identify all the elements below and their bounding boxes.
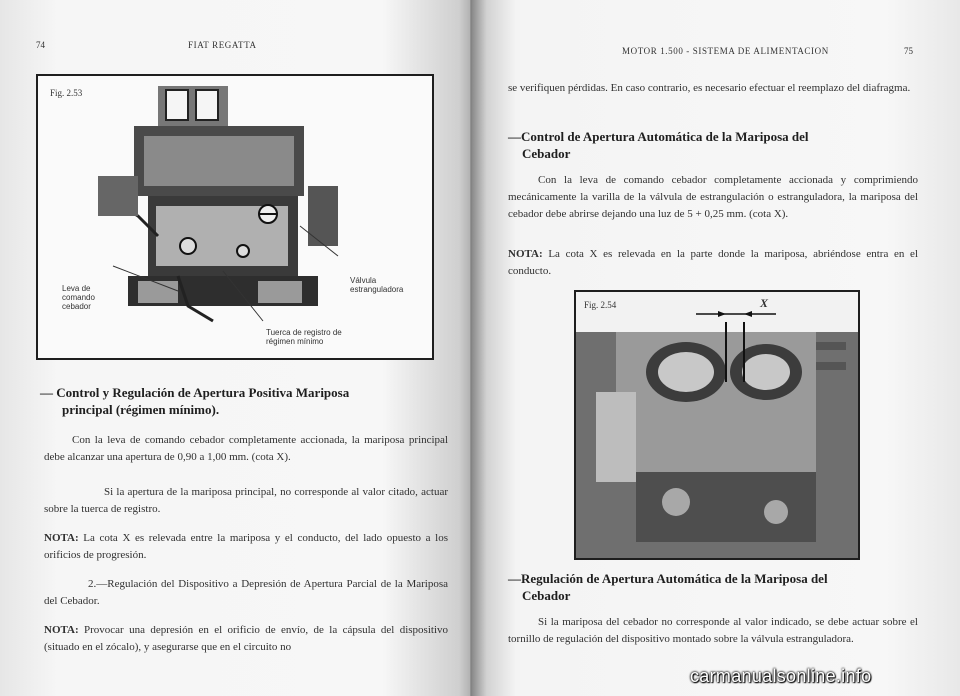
paragraph: Con la leva de comando cebador completamente accionada, la mariposa principal debe alcanzar una apertura de 0,90 a 1,00 mm. (cota X).	[44, 434, 448, 463]
left-page	[0, 0, 478, 696]
nota: NOTA: Provocar una depresión en el orificio de envío, de la cápsula del dispositivo (situado en el zócalo), y asegurarse que en el circuito no	[44, 624, 449, 653]
carburetor-photo	[576, 292, 858, 558]
paragraph: se verifiquen pérdidas. En caso contrario, es necesario efectuar el reemplazo del diafragma.	[508, 82, 911, 94]
figure-2-54	[574, 290, 860, 560]
paragraph: Si la apertura de la mariposa principal, no corresponde al valor citado, actuar sobre la tuerca de registro.	[44, 486, 448, 515]
figure-2-53	[36, 74, 434, 360]
section-heading: — Control y Regulación de Apertura Positiva Mariposa principal (régimen mínimo).	[40, 385, 350, 417]
page-number-right: 75	[904, 46, 913, 56]
carburetor-illustration	[38, 76, 432, 358]
paragraph: Con la leva de comando cebador completamente accionada y comprimiendo mecánicamente la varilla de la válvula de estrangulación o estranguladora, la mariposa del cebador debe abrirse dejando una luz de 5 + 0,25 mm. (cota X).	[508, 174, 918, 220]
section-heading: —Control de Apertura Automática de la Mariposa del Cebador	[508, 129, 809, 161]
page-number-left: 74	[36, 40, 45, 50]
callout-lever: Leva de comando cebador	[62, 284, 95, 311]
figure-label: Fig. 2.54	[584, 300, 617, 310]
nota: NOTA: La cota X es relevada en la parte donde la mariposa, abriéndose entra en el conducto.	[508, 248, 918, 277]
paragraph: Si la mariposa del cebador no corresponde al valor indicado, se debe actuar sobre el tornillo de regulación del dispositivo montado sobre la válvula estranguladora.	[508, 616, 918, 645]
figure-label: Fig. 2.53	[50, 88, 83, 98]
running-head-left: FIAT REGATTA	[188, 40, 257, 50]
right-page	[472, 0, 960, 696]
paragraph: 2.—Regulación del Dispositivo a Depresión de Apertura Parcial de la Mariposa del Cebador.	[44, 578, 448, 607]
section-heading: —Regulación de Apertura Automática de la Mariposa del Cebador	[508, 571, 828, 603]
callout-valve: Válvula estranguladora	[350, 276, 404, 294]
watermark: carmanualsonline.info	[690, 666, 872, 686]
running-head-right: MOTOR 1.500 - SISTEMA DE ALIMENTACION	[622, 46, 829, 56]
nota: NOTA: La cota X es relevada entre la mariposa y el conducto, del lado opuesto a los orificios de progresión.	[44, 532, 448, 561]
dimension-mark: X	[760, 296, 769, 310]
callout-nut: Tuerca de registro de régimen mínimo	[266, 328, 342, 346]
